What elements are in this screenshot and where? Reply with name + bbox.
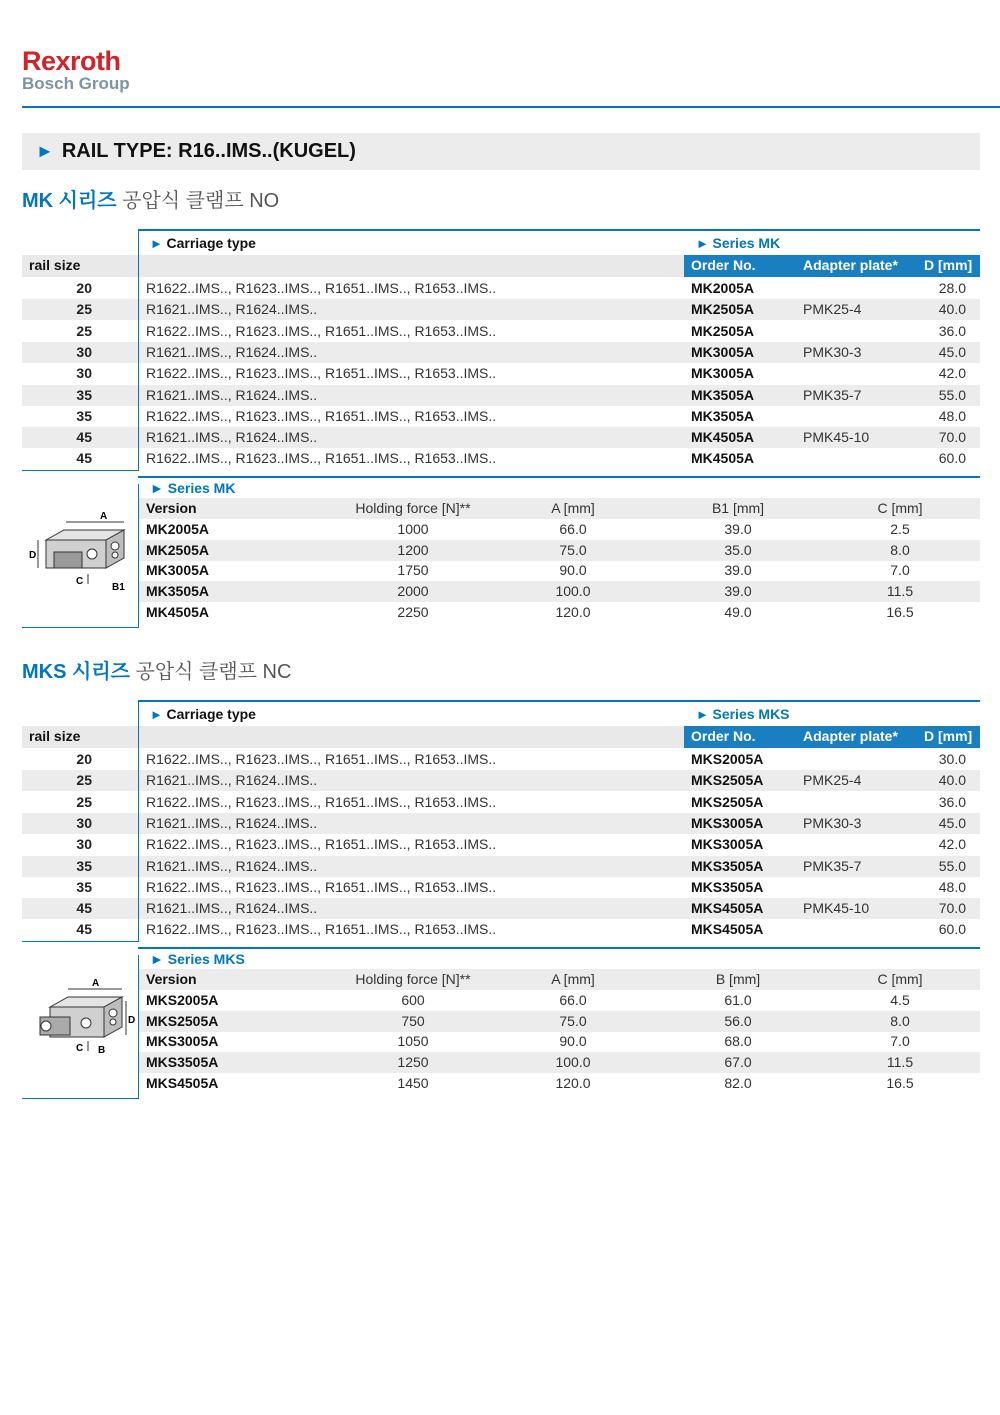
table-row	[22, 813, 980, 834]
version-cell: 67.0	[724, 1054, 752, 1071]
rail-size-cell: 35	[76, 878, 92, 895]
rail-size-cell: 30	[76, 814, 92, 831]
rail-size-cell: 45	[76, 429, 92, 446]
clamp-table	[22, 229, 980, 620]
carriage-cell: R1621..IMS.., R1624..IMS..	[146, 772, 318, 789]
version-cell: MKS4505A	[146, 1074, 219, 1091]
table-row	[22, 792, 980, 813]
version-cell: 75.0	[559, 541, 587, 558]
version-col-header: Version	[146, 970, 197, 987]
dim-c-label: C	[76, 1042, 84, 1054]
version-header-row	[138, 498, 980, 519]
version-col-header: A [mm]	[551, 499, 595, 516]
d-mm-cell: 70.0	[938, 900, 966, 917]
adapter-plate-cell: PMK45-10	[803, 900, 870, 917]
sub-series-text: Series MKS	[167, 950, 245, 967]
header-rule	[22, 106, 1000, 108]
version-cell: MKS3505A	[146, 1054, 219, 1071]
table-row	[22, 427, 980, 448]
version-cell: 1450	[397, 1074, 429, 1091]
version-row	[138, 602, 980, 623]
rail-size-cell: 45	[76, 900, 92, 917]
carriage-cell: R1621..IMS.., R1624..IMS..	[146, 343, 318, 360]
version-cell: 1750	[397, 562, 429, 579]
table-row	[22, 342, 980, 363]
version-row	[138, 560, 980, 581]
carriage-cell: R1622..IMS.., R1623..IMS.., R1651..IMS.., R1653..IMS..	[146, 322, 497, 339]
version-cell: 61.0	[724, 991, 752, 1008]
order-no-cell: MK2005A	[691, 280, 755, 296]
section-title	[22, 188, 279, 214]
carriage-cell: R1621..IMS.., R1624..IMS..	[146, 900, 318, 917]
version-cell: 90.0	[559, 562, 587, 579]
adapter-plate-cell: PMK35-7	[803, 857, 862, 874]
version-cell: MKS2005A	[146, 991, 219, 1008]
dim-c-label: C	[76, 575, 84, 587]
version-cell: 11.5	[886, 583, 914, 600]
version-cell: 90.0	[559, 1033, 587, 1050]
left-box-rule	[22, 941, 139, 942]
adapter-plate-cell: PMK25-4	[803, 301, 862, 318]
order-no-cell: MKS2005A	[691, 751, 764, 767]
version-col-header: A [mm]	[551, 970, 595, 987]
order-no-cell: MK3005A	[691, 343, 755, 360]
section-title	[22, 659, 291, 685]
play-arrow-icon: ►	[696, 707, 713, 722]
d-mm-header: D [mm]	[924, 257, 973, 273]
clamp-diagram	[26, 973, 134, 1073]
rail-size-cell: 30	[76, 836, 92, 853]
table-row	[22, 363, 980, 384]
table-row	[22, 406, 980, 427]
section-title-series: MKS 시리즈	[22, 661, 130, 683]
version-col-header: Version	[146, 499, 197, 516]
rail-size-cell: 30	[76, 365, 92, 382]
version-row	[138, 1052, 980, 1073]
order-no-cell: MKS2505A	[691, 772, 764, 789]
version-cell: 16.5	[886, 1074, 914, 1091]
table-row	[22, 749, 980, 770]
table-row	[22, 321, 980, 342]
version-cell: 82.0	[724, 1074, 752, 1091]
left-divider	[138, 955, 139, 1098]
rail-size-cell: 20	[76, 280, 92, 296]
version-header-row	[138, 969, 980, 990]
carriage-header	[138, 700, 980, 725]
version-cell: 75.0	[559, 1012, 587, 1029]
banner-title: RAIL TYPE: R16..IMS..(KUGEL)	[61, 140, 356, 162]
order-header	[684, 726, 980, 748]
version-cell: 1000	[397, 520, 429, 537]
table-row	[22, 834, 980, 855]
order-no-cell: MK2505A	[691, 322, 755, 339]
dim-b-label: B	[98, 1044, 106, 1056]
order-no-cell: MKS4505A	[691, 921, 764, 938]
left-box-rule	[22, 1098, 139, 1099]
order-no-cell: MK3505A	[691, 386, 755, 403]
table-row	[22, 919, 980, 940]
rail-size-cell: 25	[76, 793, 92, 810]
d-mm-cell: 28.0	[938, 280, 966, 296]
dim-d-label: D	[128, 1014, 136, 1026]
d-mm-cell: 55.0	[938, 386, 966, 403]
d-mm-cell: 42.0	[938, 365, 966, 382]
d-mm-cell: 48.0	[938, 878, 966, 895]
clamp-mks-drawing	[26, 973, 134, 1073]
play-arrow-icon: ►	[150, 707, 167, 722]
adapter-plate-cell: PMK35-7	[803, 386, 862, 403]
d-mm-cell: 70.0	[938, 429, 966, 446]
carriage-cell: R1621..IMS.., R1624..IMS..	[146, 814, 318, 831]
version-row	[138, 519, 980, 540]
sub-series-header	[138, 947, 980, 969]
carriage-cell: R1621..IMS.., R1624..IMS..	[146, 301, 318, 318]
version-cell: 750	[401, 1012, 425, 1029]
play-arrow-icon: ►	[36, 141, 54, 161]
d-mm-cell: 48.0	[938, 407, 966, 424]
table-row	[22, 448, 980, 469]
version-cell: 16.5	[886, 603, 914, 620]
carriage-cell: R1621..IMS.., R1624..IMS..	[146, 857, 318, 874]
carriage-type-text: Carriage type	[166, 706, 256, 722]
order-no-cell: MK3505A	[691, 407, 755, 424]
table-row	[22, 898, 980, 919]
brand-name: Rexroth	[22, 46, 121, 76]
dim-a-label: A	[92, 977, 100, 989]
version-col-header: Holding force [N]**	[355, 970, 471, 987]
play-arrow-icon: ►	[150, 950, 168, 967]
version-cell: 39.0	[724, 520, 752, 537]
rexroth-logo	[22, 46, 130, 93]
version-row	[138, 1073, 980, 1094]
brand-group: Bosch Group	[22, 74, 130, 93]
sub-series-label	[150, 480, 235, 496]
dim-a-label: A	[100, 510, 108, 522]
rail-size-cell: 35	[76, 857, 92, 874]
d-mm-cell: 42.0	[938, 836, 966, 853]
play-arrow-icon: ►	[150, 236, 167, 251]
carriage-cell: R1622..IMS.., R1623..IMS.., R1651..IMS.., R1653..IMS..	[146, 793, 497, 810]
order-no-cell: MK3005A	[691, 365, 755, 382]
version-cell: 7.0	[890, 562, 910, 579]
version-cell: 49.0	[724, 603, 752, 620]
order-no-cell: MKS3505A	[691, 878, 764, 895]
version-cell: 1200	[397, 541, 429, 558]
left-box-rule	[22, 470, 139, 471]
version-cell: MK2505A	[146, 541, 210, 558]
version-cell: 68.0	[724, 1033, 752, 1050]
version-cell: 66.0	[559, 520, 587, 537]
table-row	[22, 770, 980, 791]
dim-b-label: B1	[112, 581, 125, 593]
order-no-cell: MKS3005A	[691, 836, 764, 853]
version-row	[138, 1011, 980, 1032]
rail-type-banner	[22, 133, 980, 170]
rail-size-cell: 25	[76, 322, 92, 339]
left-divider	[138, 700, 139, 941]
version-cell: 39.0	[724, 583, 752, 600]
carriage-cell: R1621..IMS.., R1624..IMS..	[146, 386, 318, 403]
version-cell: MKS3005A	[146, 1033, 219, 1050]
series-label-text: Series MKS	[712, 706, 790, 722]
version-cell: 35.0	[724, 541, 752, 558]
d-mm-cell: 55.0	[938, 857, 966, 874]
carriage-cell: R1621..IMS.., R1624..IMS..	[146, 429, 318, 446]
adapter-plate-cell: PMK30-3	[803, 343, 862, 360]
version-col-header: B1 [mm]	[711, 499, 765, 516]
version-col-header: B [mm]	[715, 970, 761, 987]
d-mm-header: D [mm]	[924, 728, 973, 744]
left-divider	[138, 484, 139, 627]
d-mm-cell: 40.0	[938, 301, 966, 318]
order-no-header: Order No.	[691, 257, 756, 273]
version-cell: 2250	[397, 603, 429, 620]
rail-size-cell: 25	[76, 772, 92, 789]
carriage-cell: R1622..IMS.., R1623..IMS.., R1651..IMS.., R1653..IMS..	[146, 365, 497, 382]
version-cell: 1250	[397, 1054, 429, 1071]
table-row	[22, 856, 980, 877]
left-box-rule	[22, 627, 139, 628]
column-header-row	[22, 726, 980, 748]
version-cell: 120.0	[555, 1074, 591, 1091]
version-cell: MK4505A	[146, 603, 210, 620]
version-cell: 56.0	[724, 1012, 752, 1029]
table-row	[22, 385, 980, 406]
rail-size-cell: 20	[76, 751, 92, 767]
version-row	[138, 581, 980, 602]
version-cell: 600	[401, 991, 425, 1008]
table-row	[22, 877, 980, 898]
version-cell: 39.0	[724, 562, 752, 579]
sub-series-label	[150, 951, 245, 967]
order-no-cell: MKS3505A	[691, 857, 764, 874]
play-arrow-icon: ►	[696, 236, 713, 251]
adapter-plate-cell: PMK25-4	[803, 772, 862, 789]
d-mm-cell: 36.0	[938, 793, 966, 810]
version-cell: MK3505A	[146, 583, 210, 600]
order-no-cell: MK4505A	[691, 429, 755, 446]
version-col-header: Holding force [N]**	[355, 499, 471, 516]
d-mm-cell: 30.0	[938, 751, 966, 767]
d-mm-cell: 45.0	[938, 343, 966, 360]
rail-size-cell: 35	[76, 407, 92, 424]
version-cell: 11.5	[886, 1054, 914, 1071]
series-label-text: Series MK	[712, 235, 781, 251]
play-arrow-icon: ►	[150, 479, 168, 496]
clamp-diagram	[26, 502, 134, 602]
d-mm-cell: 60.0	[938, 450, 966, 467]
sub-series-text: Series MK	[167, 479, 236, 496]
version-cell: MK2005A	[146, 520, 210, 537]
version-cell: 120.0	[555, 603, 591, 620]
section-title-series: MK 시리즈	[22, 190, 117, 212]
table-row	[22, 299, 980, 320]
adapter-plate-cell: PMK45-10	[803, 429, 870, 446]
version-row	[138, 990, 980, 1011]
version-cell: MKS2505A	[146, 1012, 219, 1029]
version-col-header: C [mm]	[877, 970, 923, 987]
d-mm-cell: 60.0	[938, 921, 966, 938]
d-mm-cell: 45.0	[938, 814, 966, 831]
order-no-cell: MK4505A	[691, 450, 755, 467]
version-cell: 8.0	[890, 1012, 910, 1029]
clamp-mk-drawing	[26, 502, 134, 602]
carriage-cell: R1622..IMS.., R1623..IMS.., R1651..IMS.., R1653..IMS..	[146, 450, 497, 467]
order-no-cell: MKS4505A	[691, 900, 764, 917]
version-cell: MK3005A	[146, 562, 210, 579]
carriage-cell: R1622..IMS.., R1623..IMS.., R1651..IMS.., R1653..IMS..	[146, 878, 497, 895]
series-label	[696, 706, 790, 722]
version-row	[138, 540, 980, 561]
table-row	[22, 278, 980, 299]
version-cell: 7.0	[890, 1033, 910, 1050]
carriage-type-label	[150, 706, 256, 722]
carriage-type-label	[150, 235, 256, 251]
carriage-header	[138, 229, 980, 254]
rail-size-cell: 30	[76, 343, 92, 360]
order-no-cell: MKS2505A	[691, 793, 764, 810]
version-cell: 2000	[397, 583, 429, 600]
rail-size-cell: 35	[76, 386, 92, 403]
carriage-cell: R1622..IMS.., R1623..IMS.., R1651..IMS.., R1653..IMS..	[146, 751, 497, 767]
carriage-cell: R1622..IMS.., R1623..IMS.., R1651..IMS.., R1653..IMS..	[146, 407, 497, 424]
section-title-desc: 공압식 클램프 NO	[116, 190, 280, 212]
rail-size-cell: 25	[76, 301, 92, 318]
carriage-cell: R1622..IMS.., R1623..IMS.., R1651..IMS.., R1653..IMS..	[146, 280, 497, 296]
rail-size-cell: 45	[76, 450, 92, 467]
version-cell: 100.0	[555, 1054, 591, 1071]
adapter-plate-header: Adapter plate*	[803, 257, 898, 273]
sub-series-header	[138, 476, 980, 498]
order-header	[684, 255, 980, 277]
clamp-table	[22, 700, 980, 1091]
carriage-type-text: Carriage type	[166, 235, 256, 251]
rail-size-header: rail size	[29, 257, 81, 273]
version-cell: 8.0	[890, 541, 910, 558]
version-cell: 66.0	[559, 991, 587, 1008]
version-cell: 1050	[397, 1033, 429, 1050]
order-no-cell: MK2505A	[691, 301, 755, 318]
version-cell: 4.5	[890, 991, 910, 1008]
series-label	[696, 235, 780, 251]
left-divider	[138, 229, 139, 470]
d-mm-cell: 40.0	[938, 772, 966, 789]
carriage-cell: R1622..IMS.., R1623..IMS.., R1651..IMS.., R1653..IMS..	[146, 836, 497, 853]
version-cell: 2.5	[890, 520, 910, 537]
section-title-desc: 공압식 클램프 NC	[129, 661, 292, 683]
adapter-plate-header: Adapter plate*	[803, 728, 898, 744]
d-mm-cell: 36.0	[938, 322, 966, 339]
rail-size-header: rail size	[29, 728, 81, 744]
dim-d-label: D	[29, 549, 37, 561]
version-col-header: C [mm]	[877, 499, 923, 516]
order-no-cell: MKS3005A	[691, 814, 764, 831]
version-cell: 100.0	[555, 583, 591, 600]
carriage-cell: R1622..IMS.., R1623..IMS.., R1651..IMS.., R1653..IMS..	[146, 921, 497, 938]
rail-size-cell: 45	[76, 921, 92, 938]
version-row	[138, 1031, 980, 1052]
order-no-header: Order No.	[691, 728, 756, 744]
column-header-row	[22, 255, 980, 277]
adapter-plate-cell: PMK30-3	[803, 814, 862, 831]
